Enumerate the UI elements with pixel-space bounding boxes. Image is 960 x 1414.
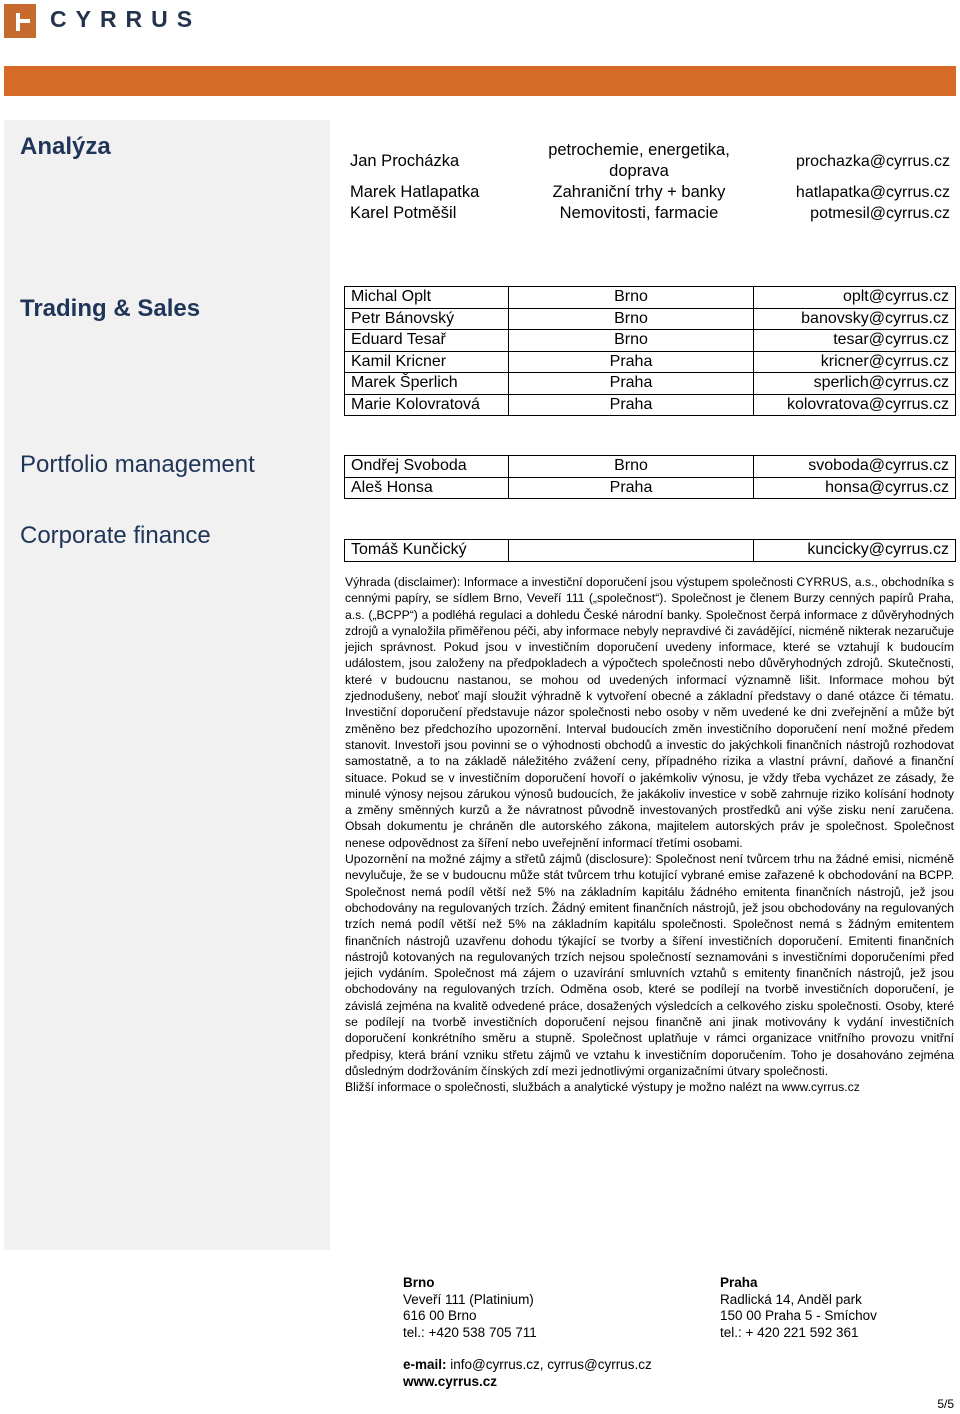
contact-city: Brno bbox=[509, 308, 754, 330]
portfolio-table bbox=[344, 455, 956, 499]
table-row bbox=[344, 182, 956, 203]
contact-name: Marek Hatlapatka bbox=[350, 183, 480, 201]
contact-email[interactable]: kolovratova@cyrrus.cz bbox=[754, 394, 956, 416]
disclaimer-paragraph: Výhrada (disclaimer): Informace a investiční doporučení jsou výstupem společnosti CYRRUS, a.s., obchodníka s cennými papíry, se sídlem Brno, Veveří 111 („společnost“). Společnost je členem Burzy cenných papírů Praha, a.s. („BCPP“) a podléhá regulaci a dohledu České národní banky. Společnost čerpá informace z důvěryhodných zdrojů a vynaložila přiměřenou péči, aby informace nebyly nepravdivé či zavádějící, nicméně nikterak nezaručuje jejich správnost. Pokud jsou v investičním doporučení uvedeny informace, které se vztahují k budoucím událostem, jsou založeny na předpokladech a výpočtech společnosti nebo důvěryhodných zdrojů. Skutečnosti, které v budoucnu nastanou, se mohou od uvedených informací významně lišit. Informace mohou být zjednodušeny, neboť mají sloužit výhradně k vytvoření obecné a základní představy o dané otázce či tématu. Investiční doporučení představuje názor společnosti nebo osoby v něm uvedené ke dni zveřejnění a může být změněno bez předchozího upozornění. Interval budoucích změn investičního doporučení není možné předem stanovit. Investoři jsou povinni se o výhodnosti obchodů a investic do jakýchkoli finančních nástrojů rozhodovat samostatně, a to na základě náležitého zvážení ceny, případného rizika a vlastní právní, daňové a finanční situace. Pokud se v investičním doporučení hovoří o jakémkoliv výnosu, je vždy třeba vycházet ze zásady, že minulé výnosy nejsou zárukou výnosů budoucích, že jakákoliv investice v sobě zahrnuje riziko kolísání hodnoty a změny směnných kurzů a že návratnost původně investovaných prostředků ani výše zisku není zaručena. Obsah dokumentu je chráněn dle autorského zákona, majitelem autorských práv je společnost. Společnost nenese odpovědnost za šíření nebo uveřejnění informací třetími osobami. bbox=[345, 575, 954, 850]
footer-zip: 150 00 Praha 5 - Smíchov bbox=[720, 1308, 877, 1323]
table-row bbox=[345, 287, 956, 309]
contact-email[interactable]: kricner@cyrrus.cz bbox=[754, 351, 956, 373]
footer-street: Veveří 111 (Platinium) bbox=[403, 1291, 534, 1307]
table-row bbox=[345, 540, 956, 562]
contact-focus: Zahraniční trhy + banky bbox=[552, 183, 726, 201]
footer-tel: tel.: +420 538 705 711 bbox=[403, 1324, 537, 1340]
footer-tel: tel.: + 420 221 592 361 bbox=[720, 1324, 859, 1340]
contact-focus: Nemovitosti, farmacie bbox=[559, 204, 719, 222]
table-row bbox=[345, 477, 956, 499]
contact-city bbox=[509, 540, 754, 562]
contact-name: Marie Kolovratová bbox=[345, 394, 509, 416]
contact-city: Brno bbox=[509, 456, 754, 478]
section-trading: Trading & Sales bbox=[20, 295, 201, 322]
sidebar bbox=[4, 120, 330, 1250]
contact-name: Eduard Tesař bbox=[345, 330, 509, 352]
footer-zip: 616 00 Brno bbox=[403, 1308, 477, 1323]
contact-email[interactable]: oplt@cyrrus.cz bbox=[754, 287, 956, 309]
section-analyza: Analýza bbox=[20, 133, 111, 160]
contact-email[interactable]: sperlich@cyrrus.cz bbox=[754, 373, 956, 395]
contact-city: Praha bbox=[509, 394, 754, 416]
focus-line: doprava bbox=[609, 162, 669, 180]
corporate-table bbox=[344, 539, 956, 562]
contact-name: Tomáš Kunčický bbox=[345, 540, 509, 562]
brand-name: CYRRUS bbox=[50, 6, 202, 32]
contact-name: Michal Oplt bbox=[345, 287, 509, 309]
contact-name: Marek Šperlich bbox=[345, 373, 509, 395]
table-row bbox=[345, 373, 956, 395]
table-row bbox=[345, 330, 956, 352]
contact-name: Petr Bánovský bbox=[345, 308, 509, 330]
footer-praha bbox=[720, 1275, 877, 1341]
footer-city: Praha bbox=[720, 1275, 758, 1290]
contact-email[interactable]: hatlapatka@cyrrus.cz bbox=[795, 184, 950, 201]
contact-city: Brno bbox=[509, 287, 754, 309]
table-row bbox=[344, 203, 956, 224]
contact-city: Praha bbox=[509, 477, 754, 499]
focus-line: petrochemie, energetika, bbox=[548, 141, 730, 159]
contact-city: Brno bbox=[509, 330, 754, 352]
contact-email[interactable]: svoboda@cyrrus.cz bbox=[754, 456, 956, 478]
trading-table bbox=[344, 286, 956, 416]
footer-brno bbox=[403, 1275, 537, 1341]
analyza-table bbox=[344, 140, 956, 224]
contact-name: Aleš Honsa bbox=[345, 477, 509, 499]
table-row bbox=[344, 140, 956, 182]
contact-city: Praha bbox=[509, 373, 754, 395]
disclaimer-text bbox=[345, 574, 954, 1096]
header-band bbox=[4, 66, 956, 96]
section-portfolio: Portfolio management bbox=[20, 451, 255, 478]
contact-name: Karel Potměšil bbox=[350, 204, 457, 222]
section-corporate: Corporate finance bbox=[20, 522, 211, 549]
page-number: 5/5 bbox=[937, 1396, 954, 1411]
contact-name: Jan Procházka bbox=[350, 151, 460, 170]
cyrrus-logo-icon bbox=[4, 4, 36, 38]
contact-email[interactable]: potmesil@cyrrus.cz bbox=[810, 205, 950, 222]
more-info-paragraph: Bližší informace o společnosti, službách a analytické výstupy je možno nalézt na www.cyrrus.cz bbox=[345, 1080, 860, 1095]
table-row bbox=[345, 308, 956, 330]
table-row bbox=[345, 394, 956, 416]
footer-contact bbox=[403, 1357, 652, 1390]
footer-web-link[interactable]: www.cyrrus.cz bbox=[403, 1373, 498, 1389]
table-row bbox=[345, 456, 956, 478]
contact-email[interactable]: tesar@cyrrus.cz bbox=[754, 330, 956, 352]
page-footer bbox=[0, 1275, 960, 1414]
contact-email[interactable]: honsa@cyrrus.cz bbox=[754, 477, 956, 499]
footer-city: Brno bbox=[403, 1275, 435, 1290]
contact-name: Ondřej Svoboda bbox=[345, 456, 509, 478]
footer-email-label: e-mail: bbox=[403, 1357, 447, 1372]
footer-street: Radlická 14, Anděl park bbox=[720, 1291, 862, 1307]
contact-email[interactable]: kuncicky@cyrrus.cz bbox=[754, 540, 956, 562]
page-header bbox=[0, 0, 960, 100]
disclosure-paragraph: Upozornění na možné zájmy a střetů zájmů (disclosure): Společnost není tvůrcem trhu na žádné emisi, nicméně nevylučuje, že se v budoucnu může stát tvůrcem trhu kotující vybrané emise zařazené k obchodování na BCPP. Společnost nemá podíl větší než 5% na základním kapitálu žádného emitenta finančních nástrojů, jež jsou obchodovány na regulovaných trzích. Žádný emitent finančních nástrojů, jež jsou obchodovány na regulovaných trzích nemá podíl větší než 5% na základním kapitálu společnosti. Společnost nemá s žádným emitentem finančních nástrojů uzavřenu dohodu týkající se tvorby a šíření investičních doporučení. Emitenti finančních nástrojů kotovaných na regulovaných trzích nejsou společností seznamováni s investičními doporučeními před jejich vydáním. Společnost má zájem o uzavírání smluvních vztahů s emitenty finančních nástrojů, jež jsou obchodovány na regulovaných trzích. Odměna osob, které se podílejí na tvorbě investičních doporučení, je závislá zejména na kvalitě odvedené práce, dosažených výsledcích a celkového zisku společnosti. Osoby, které se podílejí na tvorbě investičních doporučení nejsou finančně ani jinak motivovány k vydání investičních doporučení konkrétního směru a stupně. Společnost uplatňuje v rámci organizace vnitřního provozu vnitřní předpisy, která brání vzniku střetu zájmů ve vztahu k investičním doporučením. Toho je dosahováno zejména důsledným dodržováním čínských zdí mezi jednotlivými organizačními útvary společnosti. bbox=[345, 852, 954, 1078]
contact-name: Kamil Kricner bbox=[345, 351, 509, 373]
contact-focus bbox=[524, 140, 754, 182]
contact-email[interactable]: banovsky@cyrrus.cz bbox=[754, 308, 956, 330]
table-row bbox=[345, 351, 956, 373]
contact-city: Praha bbox=[509, 351, 754, 373]
contact-email[interactable]: prochazka@cyrrus.cz bbox=[795, 152, 950, 170]
footer-email[interactable]: info@cyrrus.cz, cyrrus@cyrrus.cz bbox=[446, 1357, 652, 1372]
